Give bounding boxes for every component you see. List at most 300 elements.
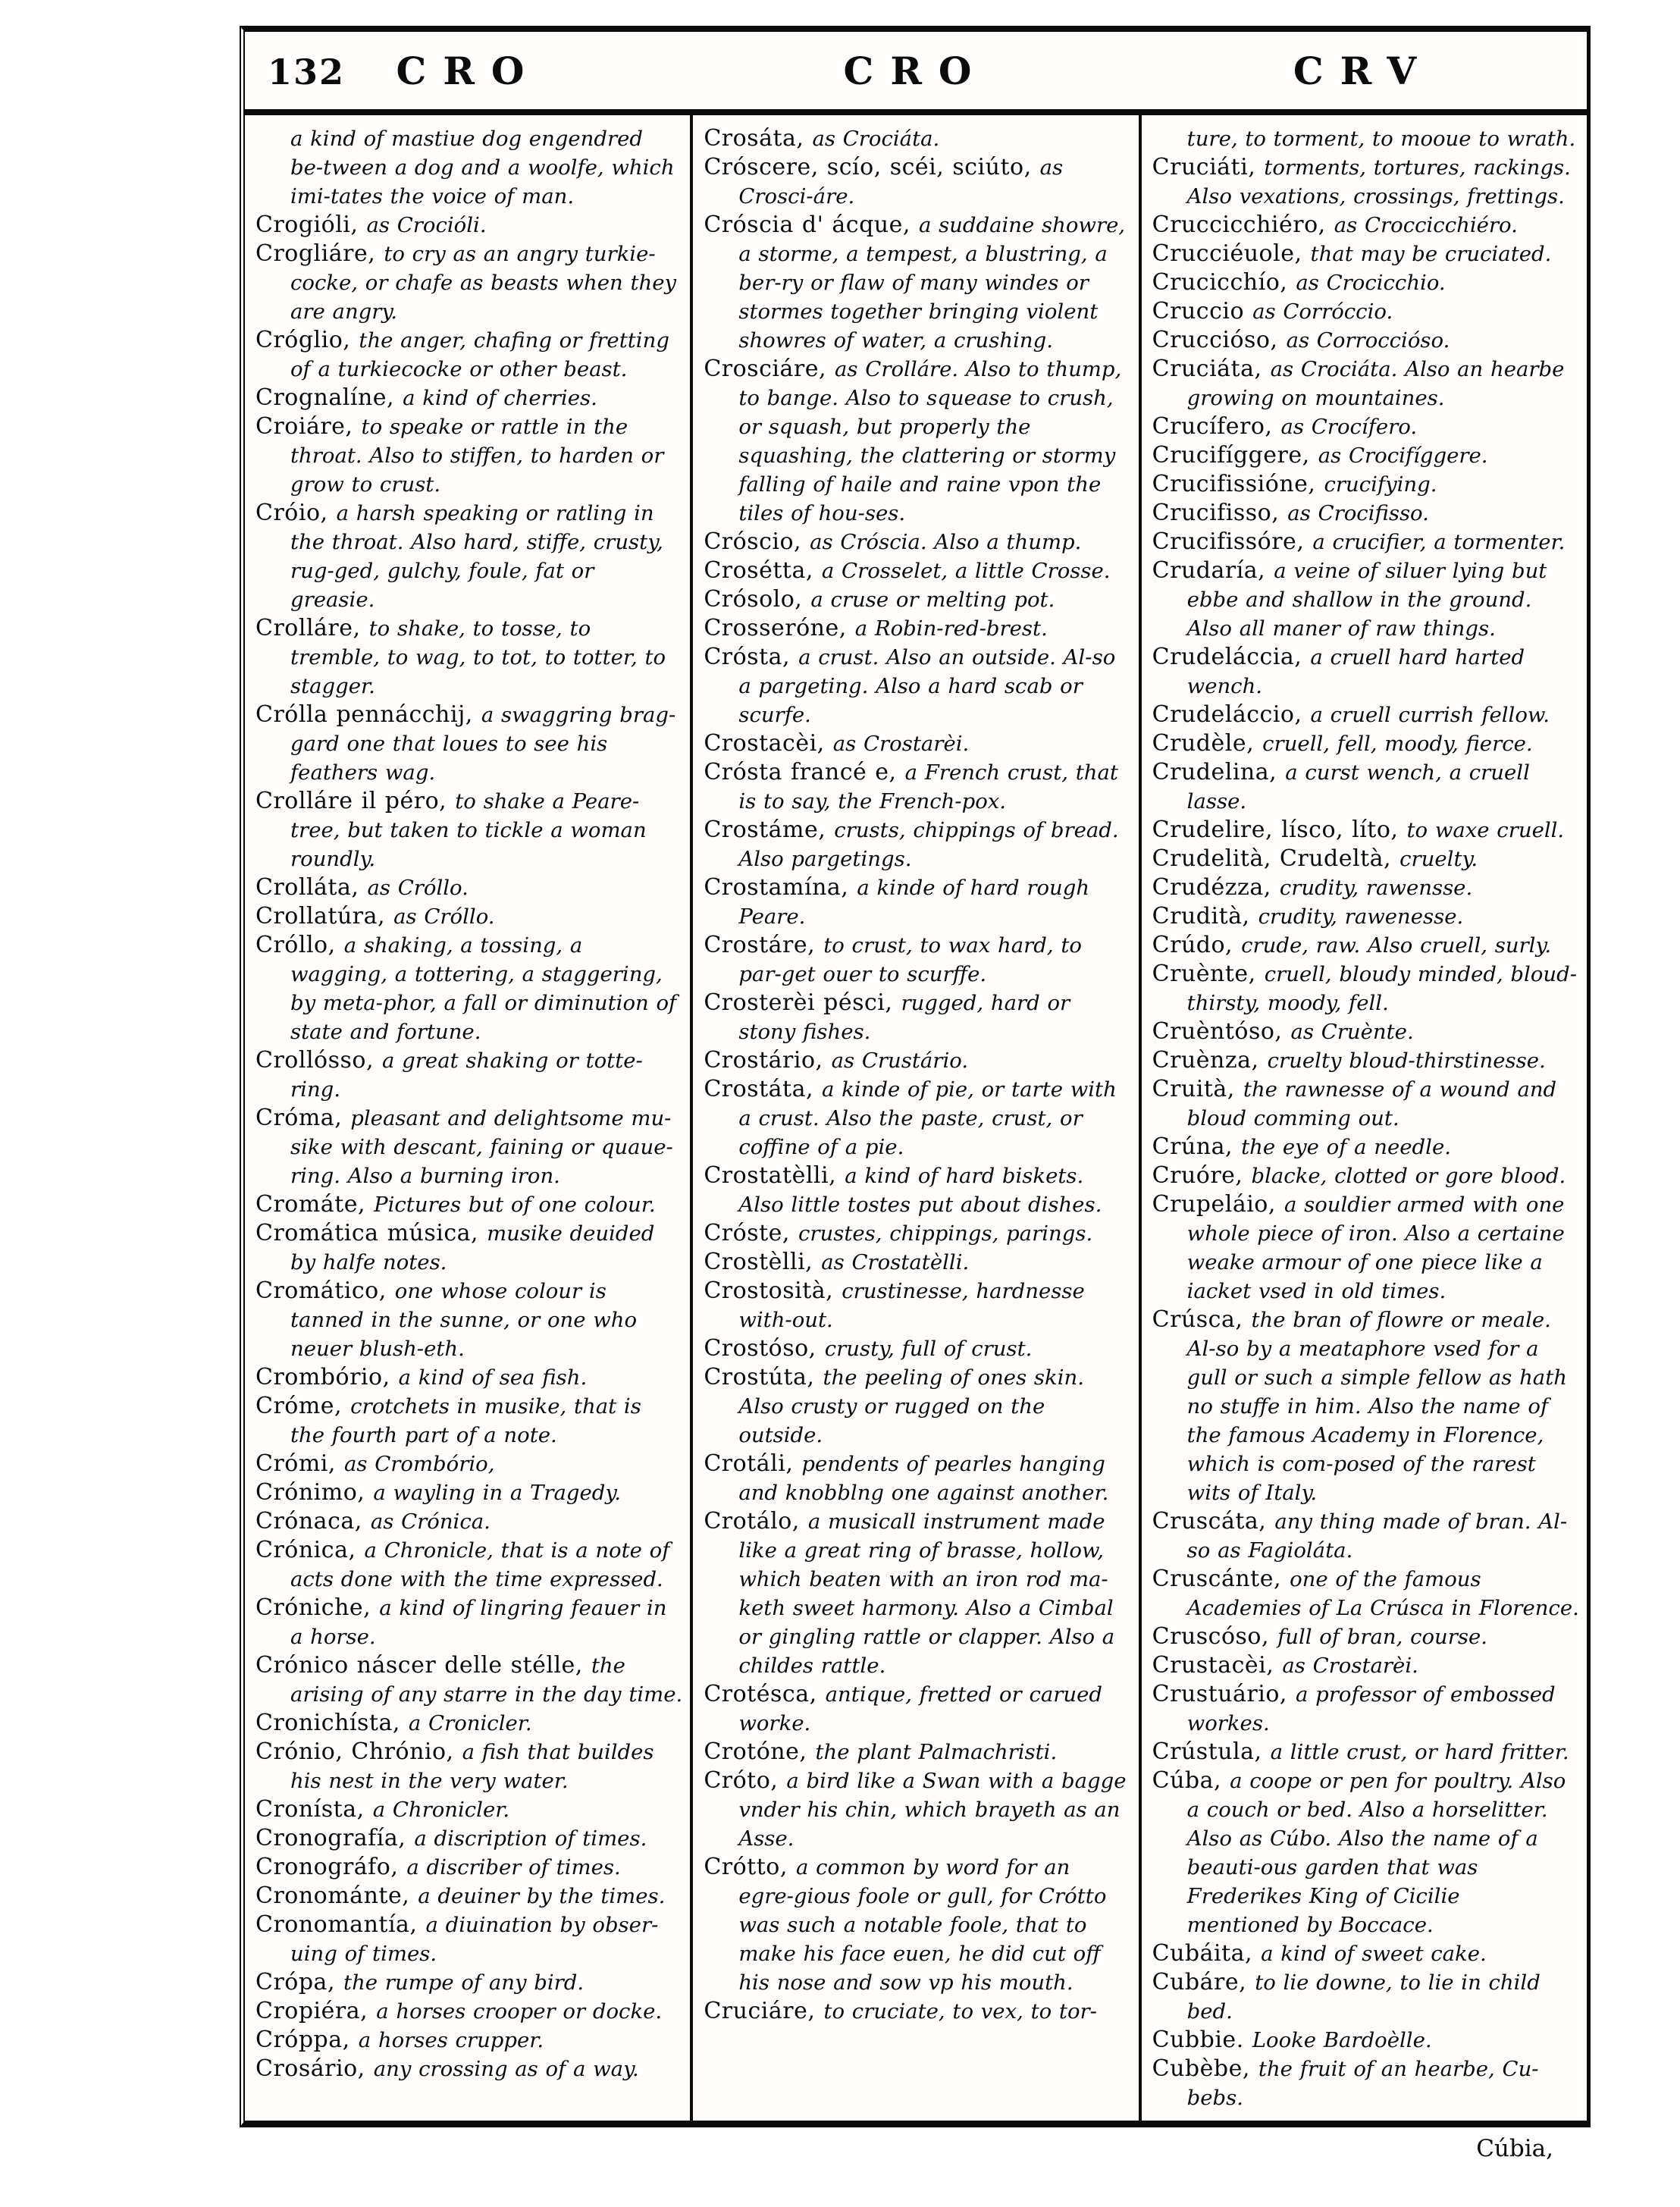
definition: a Cronicler.: [408, 1711, 532, 1735]
definition: a deuiner by the times.: [418, 1884, 666, 1908]
dictionary-entry: [1152, 2026, 1579, 2055]
headword: Cruciáre,: [704, 1998, 824, 2024]
headword: Crónica,: [255, 1537, 365, 1563]
definition: a Chronicle, that is a note of acts done with the time expressed.: [290, 1538, 670, 1591]
headword: Crostário,: [704, 1047, 832, 1074]
dictionary-entry: [704, 528, 1130, 556]
definition: a little crust, or hard fritter.: [1270, 1740, 1569, 1764]
definition: any crossing as of a way.: [373, 2057, 639, 2081]
dictionary-entry: [255, 931, 682, 1046]
dictionary-entry: [255, 1853, 682, 1882]
definition: pleasant and delightsome mu-sike with descant, faining or quaue-ring. Also a burning iron.: [290, 1106, 673, 1188]
definition: as Crónica.: [370, 1509, 491, 1534]
headword: Crombório,: [255, 1364, 399, 1390]
headword: Cróscia d' ácque,: [704, 212, 919, 238]
running-head-right: CRV: [1293, 48, 1434, 93]
page-header: [245, 32, 1587, 115]
headword: Crostáta,: [704, 1076, 823, 1102]
headword: Crucciéuole,: [1152, 240, 1311, 267]
headword: Crostamína,: [704, 874, 857, 901]
definition: to waxe cruell.: [1406, 818, 1565, 842]
dictionary-entry: [704, 1997, 1130, 2026]
dictionary-entry: [1152, 758, 1579, 816]
dictionary-entry: [255, 1536, 682, 1594]
headword: Crónaca,: [255, 1508, 371, 1535]
definition: the rumpe of any bird.: [343, 1970, 585, 1995]
dictionary-entry: [1152, 931, 1579, 960]
definition: crucifying.: [1324, 472, 1437, 497]
dictionary-entry: [1152, 153, 1579, 211]
headword: Cronografía,: [255, 1825, 415, 1851]
dictionary-entry: [1152, 1622, 1579, 1651]
headword: Cróscere, scío, scéi, sciúto,: [704, 154, 1040, 180]
dictionary-entry: [704, 1738, 1130, 1767]
dictionary-entry: [704, 1334, 1130, 1363]
headword: Crónimo,: [255, 1479, 374, 1506]
headword: Cromático,: [255, 1277, 395, 1304]
definition: pendents of pearles hanging and knobblng one against another.: [738, 1452, 1109, 1505]
headword: Cruènte,: [1152, 961, 1265, 987]
headword: Cronichísta,: [255, 1710, 409, 1736]
headword: Crudità,: [1152, 903, 1258, 930]
headword: Cróglio,: [255, 327, 359, 353]
headword: Crostèlli,: [704, 1249, 822, 1275]
headword: Crolláre,: [255, 615, 369, 641]
dictionary-entry: [704, 1248, 1130, 1277]
definition: crusty, full of crust.: [824, 1337, 1033, 1361]
dictionary-entry: [255, 1651, 682, 1709]
headword: Crotésca,: [704, 1681, 826, 1707]
headword: Cruccicchiéro,: [1152, 212, 1334, 238]
headword: Crucifíggere,: [1152, 442, 1318, 469]
page: [240, 26, 1591, 2162]
headword: Cruciáta,: [1152, 356, 1271, 382]
dictionary-entry: [255, 614, 682, 701]
dictionary-entry: [255, 701, 682, 787]
dictionary-entry: [1152, 211, 1579, 240]
dictionary-entry: [255, 1824, 682, 1853]
headword: Cruciáti,: [1152, 154, 1265, 180]
dictionary-entry: [704, 1219, 1130, 1248]
definition: to lie downe, to lie in child bed.: [1186, 1970, 1541, 2024]
definition: a common by word for an egre-gious foole or gull, for Crótto was such a notable foole, that to make his face euen, he did cut off his nose and sow vp his mouth.: [738, 1855, 1107, 1995]
definition: torments, tortures, rackings. Also vexations, crossings, frettings.: [1186, 155, 1571, 208]
headword: Crómi,: [255, 1450, 344, 1477]
definition: a kind of mastiue dog engendred be-tween a dog and a woolfe, which imi-tates the voice of man.: [290, 127, 675, 208]
definition: a horses crupper.: [358, 2028, 544, 2052]
definition: as Crocifisso.: [1287, 501, 1429, 525]
definition: as Crostatèlli.: [821, 1250, 970, 1274]
definition: cruell, bloudy minded, bloud-thirsty, moody, fell.: [1186, 962, 1577, 1015]
definition: a kind of cherries.: [403, 386, 597, 410]
headword: Cruèntóso,: [1152, 1018, 1291, 1045]
headword: Crudelina,: [1152, 759, 1286, 785]
headword: Croiáre,: [255, 413, 362, 440]
dictionary-entry: [1152, 1767, 1579, 1939]
dictionary-entry: [255, 1997, 682, 2026]
headword: Cróppa,: [255, 2027, 359, 2053]
definition: that may be cruciated.: [1310, 242, 1552, 266]
dictionary-entry: [255, 1450, 682, 1478]
dictionary-entry: [704, 614, 1130, 643]
dictionary-entry: [255, 1709, 682, 1738]
definition: a bird like a Swan with a bagge vnder his chin, which brayeth as an Asse.: [738, 1769, 1127, 1851]
headword: Crósta,: [704, 644, 799, 670]
dictionary-entry: [1152, 268, 1579, 297]
headword: Crudelità, Crudeltà,: [1152, 845, 1400, 872]
headword: Cróniche,: [255, 1594, 380, 1621]
dictionary-entry: [1152, 1651, 1579, 1680]
headword: Crópa,: [255, 1969, 344, 1995]
definition: full of bran, course.: [1277, 1625, 1488, 1649]
headword: Cubbie.: [1152, 2027, 1252, 2053]
headword: Cubèbe,: [1152, 2055, 1258, 2082]
definition: a French crust, that is to say, the French-pox.: [738, 760, 1118, 814]
definition: a swaggring brag-gard one that loues to see his feathers wag.: [290, 703, 676, 785]
headword: Crudézza,: [1152, 874, 1280, 901]
dictionary-entry: [704, 931, 1130, 989]
headword: Crogliáre,: [255, 240, 384, 267]
definition: the anger, chafing or fretting of a turkiecocke or other beast.: [290, 328, 669, 381]
definition: a kind of sweet cake.: [1261, 1942, 1487, 1966]
dictionary-entry: [1152, 1306, 1579, 1507]
dictionary-entry: [255, 1507, 682, 1536]
definition: a professor of embossed workes.: [1186, 1682, 1556, 1735]
dictionary-entry: [255, 873, 682, 902]
dictionary-entry: [255, 1594, 682, 1651]
headword: Crucifissóre,: [1152, 528, 1313, 555]
headword: Crosário,: [255, 2055, 374, 2082]
dictionary-entry: [1152, 1133, 1579, 1161]
definition: a curst wench, a cruell lasse.: [1186, 760, 1530, 814]
definition: as Crustário.: [831, 1049, 969, 1073]
dictionary-entry: [255, 499, 682, 614]
headword: Crósta francé e,: [704, 759, 905, 785]
running-head-center: CRO: [843, 48, 989, 93]
headword: Crúna,: [1152, 1133, 1242, 1160]
headword: Crostáme,: [704, 817, 835, 843]
headword: Crognalíne,: [255, 384, 403, 411]
dictionary-entry: [1152, 1680, 1579, 1738]
dictionary-entry: [704, 124, 1130, 153]
definition: to crust, to wax hard, to par-get ouer to scurffe.: [738, 933, 1082, 986]
dictionary-entry: [704, 1075, 1130, 1161]
dictionary-entry: [255, 902, 682, 931]
dictionary-entry: [704, 211, 1130, 355]
definition: as Crolláre. Also to thump, to bange. Also to squease to crush, or squash, but properly the squashing, the clattering or stormy falling of haile and raine vpon the tiles of hou-ses.: [738, 357, 1122, 525]
dictionary-entry: [1152, 441, 1579, 470]
column-1-entries: [255, 124, 682, 2083]
headword: Crupeláio,: [1152, 1191, 1284, 1218]
dictionary-entry: [704, 729, 1130, 758]
dictionary-entry: [1152, 701, 1579, 729]
headword: Crucífero,: [1152, 413, 1281, 440]
headword: Cróio,: [255, 500, 337, 526]
headword: Crónio, Chrónio,: [255, 1738, 462, 1765]
dictionary-entry: [704, 585, 1130, 614]
headword: Crostóso,: [704, 1335, 825, 1362]
headword: Cromáte,: [255, 1191, 375, 1218]
headword: Crotáli,: [704, 1450, 802, 1477]
headword: Cruccio: [1152, 298, 1253, 324]
dictionary-entry: [255, 787, 682, 873]
headword: Cronománte,: [255, 1883, 418, 1909]
headword: Crúdo,: [1152, 932, 1242, 958]
headword: Crosétta,: [704, 557, 822, 584]
headword: Crolláre il péro,: [255, 788, 456, 814]
headword: Crudeláccia,: [1152, 644, 1311, 670]
dictionary-entry: [255, 1968, 682, 1997]
definition: Looke Bardoèlle.: [1252, 2028, 1432, 2052]
headword: Cronísta,: [255, 1796, 373, 1823]
definition: the bran of flowre or meale. Al-so by a meataphore vsed for a gull or such a simple fellow as hath no stuffe in him. Also the name of the famous Academy in Florence, which is com-posed of the rarest wits of Italy.: [1186, 1308, 1567, 1505]
definition: as Crociáta. Also an hearbe growing on mountaines.: [1186, 357, 1565, 410]
headword: Cruccióso,: [1152, 327, 1287, 353]
dictionary-entry: [1152, 1565, 1579, 1622]
headword: Crónico náscer delle stélle,: [255, 1652, 591, 1679]
headword: Cruscáta,: [1152, 1508, 1275, 1535]
definition: crusts, chippings of bread. Also pargetings.: [738, 818, 1119, 871]
definition: antique, fretted or carued worke.: [738, 1682, 1102, 1735]
dictionary-entry: [255, 1738, 682, 1795]
definition: to cruciate, to vex, to tor-: [823, 1999, 1097, 2024]
definition: a Crosselet, a little Crosse.: [821, 559, 1111, 583]
definition: a horses crooper or docke.: [376, 1999, 663, 2024]
definition: cruelty bloud-thirstinesse.: [1267, 1049, 1546, 1073]
dictionary-entry: [704, 556, 1130, 585]
column-2-entries: [704, 124, 1130, 2026]
headword: Cruscánte,: [1152, 1566, 1290, 1592]
dictionary-entry: [704, 1680, 1130, 1738]
dictionary-entry: [704, 989, 1130, 1046]
definition: a great shaking or totte-ring.: [290, 1049, 643, 1102]
definition: to shake a Peare-tree, but taken to tickle a woman roundly.: [290, 789, 647, 871]
definition: a discription of times.: [414, 1826, 647, 1851]
headword: Cróscio,: [704, 528, 810, 555]
definition: the fruit of an hearbe, Cu-bebs.: [1186, 2057, 1539, 2110]
headword: Cróto,: [704, 1767, 787, 1794]
dictionary-entry: [1152, 1017, 1579, 1046]
definition: a kind of hard biskets. Also little tostes put about dishes.: [738, 1164, 1102, 1217]
dictionary-entry: [255, 1392, 682, 1450]
headword: Crólla pennácchij,: [255, 701, 481, 728]
definition: a diuination by obser-uing of times.: [290, 1913, 659, 1966]
definition: as Cruènte.: [1290, 1020, 1414, 1044]
dictionary-entry: [255, 1046, 682, 1104]
column-1: [245, 115, 690, 2121]
definition: one of the famous Academies of La Crúsca in Florence.: [1186, 1567, 1579, 1620]
dictionary-entry: [1152, 412, 1579, 441]
entry-continuation: [255, 124, 682, 211]
dictionary-entry: [255, 384, 682, 412]
dictionary-entry: [1152, 297, 1579, 326]
definition: as Cróscia. Also a thump.: [810, 530, 1082, 554]
definition: a cruse or melting pot.: [810, 588, 1055, 612]
definition: a harsh speaking or ratling in the throat. Also hard, stiffe, crusty, rug-ged, gulchy, foule, fat or greasie.: [290, 501, 663, 612]
dictionary-entry: [255, 2055, 682, 2083]
definition: crudity, rawenesse.: [1258, 904, 1464, 929]
dictionary-entry: [1152, 528, 1579, 556]
definition: a crucifier, a tormenter.: [1312, 530, 1566, 554]
dictionary-entry: [704, 1161, 1130, 1219]
definition: a discriber of times.: [406, 1855, 621, 1879]
headword: Crudelire, lísco, líto,: [1152, 817, 1407, 843]
definition: rugged, hard or stony fishes.: [738, 991, 1070, 1044]
definition: as Crostarèi.: [832, 732, 970, 756]
headword: Crostáre,: [704, 932, 824, 958]
headword: Cróme,: [255, 1393, 351, 1419]
headword: Cronomantía,: [255, 1911, 426, 1938]
headword: Cropiéra,: [255, 1998, 377, 2024]
headword: Cromática música,: [255, 1220, 487, 1246]
definition: a kind of sea fish.: [398, 1365, 588, 1390]
dictionary-entry: [1152, 240, 1579, 268]
definition: crudity, rawensse.: [1279, 876, 1473, 900]
headword: Crosáta,: [704, 125, 813, 152]
dictionary-entry: [255, 2026, 682, 2055]
definition: as Corróccio.: [1252, 299, 1393, 324]
dictionary-entry: [1152, 729, 1579, 758]
definition: as Crombório,: [343, 1452, 495, 1476]
dictionary-entry: [704, 816, 1130, 873]
dictionary-entry: [255, 412, 682, 499]
dictionary-entry: [1152, 326, 1579, 355]
definition: the peeling of ones skin. Also crusty or rugged on the outside.: [738, 1365, 1084, 1447]
definition: a musicall instrument made like a great ring of brasse, hollow, which beaten with an iron rod ma-keth sweet harmony. Also a Cimbal or gingling rattle or clapper. Also a childes rattle.: [738, 1509, 1115, 1678]
headword: Crotóne,: [704, 1738, 816, 1765]
definition: as Crocifíggere.: [1318, 444, 1488, 468]
headword: Crótto,: [704, 1854, 796, 1880]
definition: a veine of siluer lying but ebbe and shallow in the ground. Also all maner of raw things.: [1186, 559, 1547, 641]
dictionary-entry: [255, 1277, 682, 1363]
definition: as Crocióli.: [366, 213, 487, 237]
headword: Crucicchío,: [1152, 269, 1296, 296]
headword: Cróma,: [255, 1105, 351, 1131]
headword: Crústula,: [1152, 1738, 1271, 1765]
headword: Crudeláccio,: [1152, 701, 1311, 728]
dictionary-entry: [255, 1478, 682, 1507]
definition: a fish that buildes his nest in the very water.: [290, 1740, 654, 1793]
definition: crustes, chippings, parings.: [798, 1221, 1093, 1246]
definition: a kind of lingring feauer in a horse.: [290, 1596, 667, 1649]
headword: Crucifissióne,: [1152, 471, 1324, 497]
definition: as Crosci-áre.: [738, 155, 1064, 208]
catchword: Cúbia,: [1476, 2135, 1553, 2162]
definition: a suddaine showre, a storme, a tempest, a blustring, a ber-ry or flaw of many windes or stormes together bringing violent showres of water, a crushing.: [738, 213, 1126, 353]
headword: Crollatúra,: [255, 903, 394, 930]
dictionary-entry: [704, 1046, 1130, 1075]
dictionary-entry: [704, 758, 1130, 816]
dictionary-entry: [1152, 873, 1579, 902]
definition: as Cróllo.: [367, 876, 469, 900]
definition: a Robin-red-brest.: [854, 616, 1048, 641]
headword: Crosciáre,: [704, 356, 835, 382]
dictionary-entry: [1152, 355, 1579, 412]
definition: a souldier armed with one whole piece of iron. Also a certaine weake armour of one piece like a iacket vsed in old times.: [1186, 1193, 1565, 1303]
definition: the plant Palmachristi.: [815, 1740, 1058, 1764]
definition: crustinesse, hardnesse with-out.: [738, 1279, 1085, 1332]
definition: as Croccicchiéro.: [1334, 213, 1518, 237]
dictionary-entry: [704, 1450, 1130, 1507]
definition: the rawnesse of a wound and bloud comming out.: [1186, 1077, 1557, 1130]
headword: Crolláta,: [255, 874, 368, 901]
dictionary-entry: [255, 1882, 682, 1911]
dictionary-entry: [704, 355, 1130, 528]
definition: the arising of any starre in the day time.: [290, 1654, 683, 1707]
headword: Cruità,: [1152, 1076, 1243, 1102]
definition: a kinde of pie, or tarte with a crust. Also the paste, crust, or coffine of a pie.: [738, 1077, 1117, 1159]
headword: Crustacèi,: [1152, 1652, 1283, 1679]
dictionary-entry: [255, 1104, 682, 1190]
dictionary-entry: [1152, 1046, 1579, 1075]
definition: Pictures but of one colour.: [374, 1193, 656, 1217]
headword: Cróllo,: [255, 932, 344, 958]
definition: a cruell currish fellow.: [1310, 703, 1550, 727]
definition: as Crocicchio.: [1296, 271, 1446, 295]
definition: as Cróllo.: [393, 904, 495, 929]
headword: Crostacèi,: [704, 730, 833, 757]
headword: Crosseróne,: [704, 615, 855, 641]
definition: crude, raw. Also cruell, surly.: [1241, 933, 1552, 958]
dictionary-entry: [255, 1219, 682, 1277]
dictionary-entry: [1152, 1190, 1579, 1306]
dictionary-entry: [1152, 1738, 1579, 1767]
headword: Cubáre,: [1152, 1969, 1255, 1995]
headword: Crogióli,: [255, 212, 367, 238]
definition: cruell, fell, moody, fierce.: [1262, 732, 1533, 756]
dictionary-entry: [1152, 499, 1579, 528]
definition: any thing made of bran. Al-so as Fagioláta.: [1186, 1509, 1568, 1563]
dictionary-entry: [1152, 1507, 1579, 1565]
definition: to speake or rattle in the throat. Also to stiffen, to harden or grow to crust.: [290, 415, 664, 497]
dictionary-entry: [704, 1853, 1130, 1997]
definition: a cruell hard harted wench.: [1186, 645, 1525, 698]
dictionary-entry: [255, 326, 682, 384]
definition: a wayling in a Tragedy.: [373, 1481, 621, 1505]
headword: Cruscóso,: [1152, 1623, 1278, 1650]
dictionary-entry: [1152, 2055, 1579, 2112]
dictionary-entry: [1152, 1075, 1579, 1133]
dictionary-entry: [1152, 960, 1579, 1017]
dictionary-entry: [704, 1277, 1130, 1334]
headword: Crosterèi pésci,: [704, 989, 901, 1016]
dictionary-entry: [1152, 1968, 1579, 2026]
dictionary-entry: [1152, 1161, 1579, 1190]
dictionary-entry: [1152, 816, 1579, 845]
column-3: [1139, 115, 1587, 2162]
headword: Crudaría,: [1152, 557, 1274, 584]
definition: blacke, clotted or gore blood.: [1251, 1164, 1566, 1188]
dictionary-entry: [704, 1507, 1130, 1680]
headword: Crotálo,: [704, 1508, 808, 1535]
headword: Cúba,: [1152, 1767, 1230, 1794]
column-2: [690, 115, 1138, 2121]
headword: Crustuário,: [1152, 1681, 1296, 1707]
definition: to cry as an angry turkie-cocke, or chafe as beasts when they are angry.: [290, 242, 677, 324]
headword: Crostúta,: [704, 1364, 823, 1390]
definition: to shake, to tosse, to tremble, to wag, to tot, to totter, to stagger.: [290, 616, 666, 698]
dictionary-entry: [704, 153, 1130, 211]
dictionary-entry: [1152, 556, 1579, 643]
definition: a crust. Also an outside. Al-so a pargeting. Also a hard scab or scurfe.: [738, 645, 1116, 727]
column-3-entries: [1152, 124, 1579, 2112]
headword: Crollósso,: [255, 1047, 383, 1074]
dictionary-entry: [704, 643, 1130, 729]
definition: as Crociáta.: [812, 127, 940, 151]
headword: Cruènza,: [1152, 1047, 1268, 1074]
headword: Crostosità,: [704, 1277, 842, 1304]
definition: a coope or pen for poultry. Also a couch or bed. Also a horselitter. Also as Cúbo. Also the name of a beauti-ous garden that was Frederikes King of Cicilie mentioned by Boccace.: [1186, 1769, 1566, 1937]
